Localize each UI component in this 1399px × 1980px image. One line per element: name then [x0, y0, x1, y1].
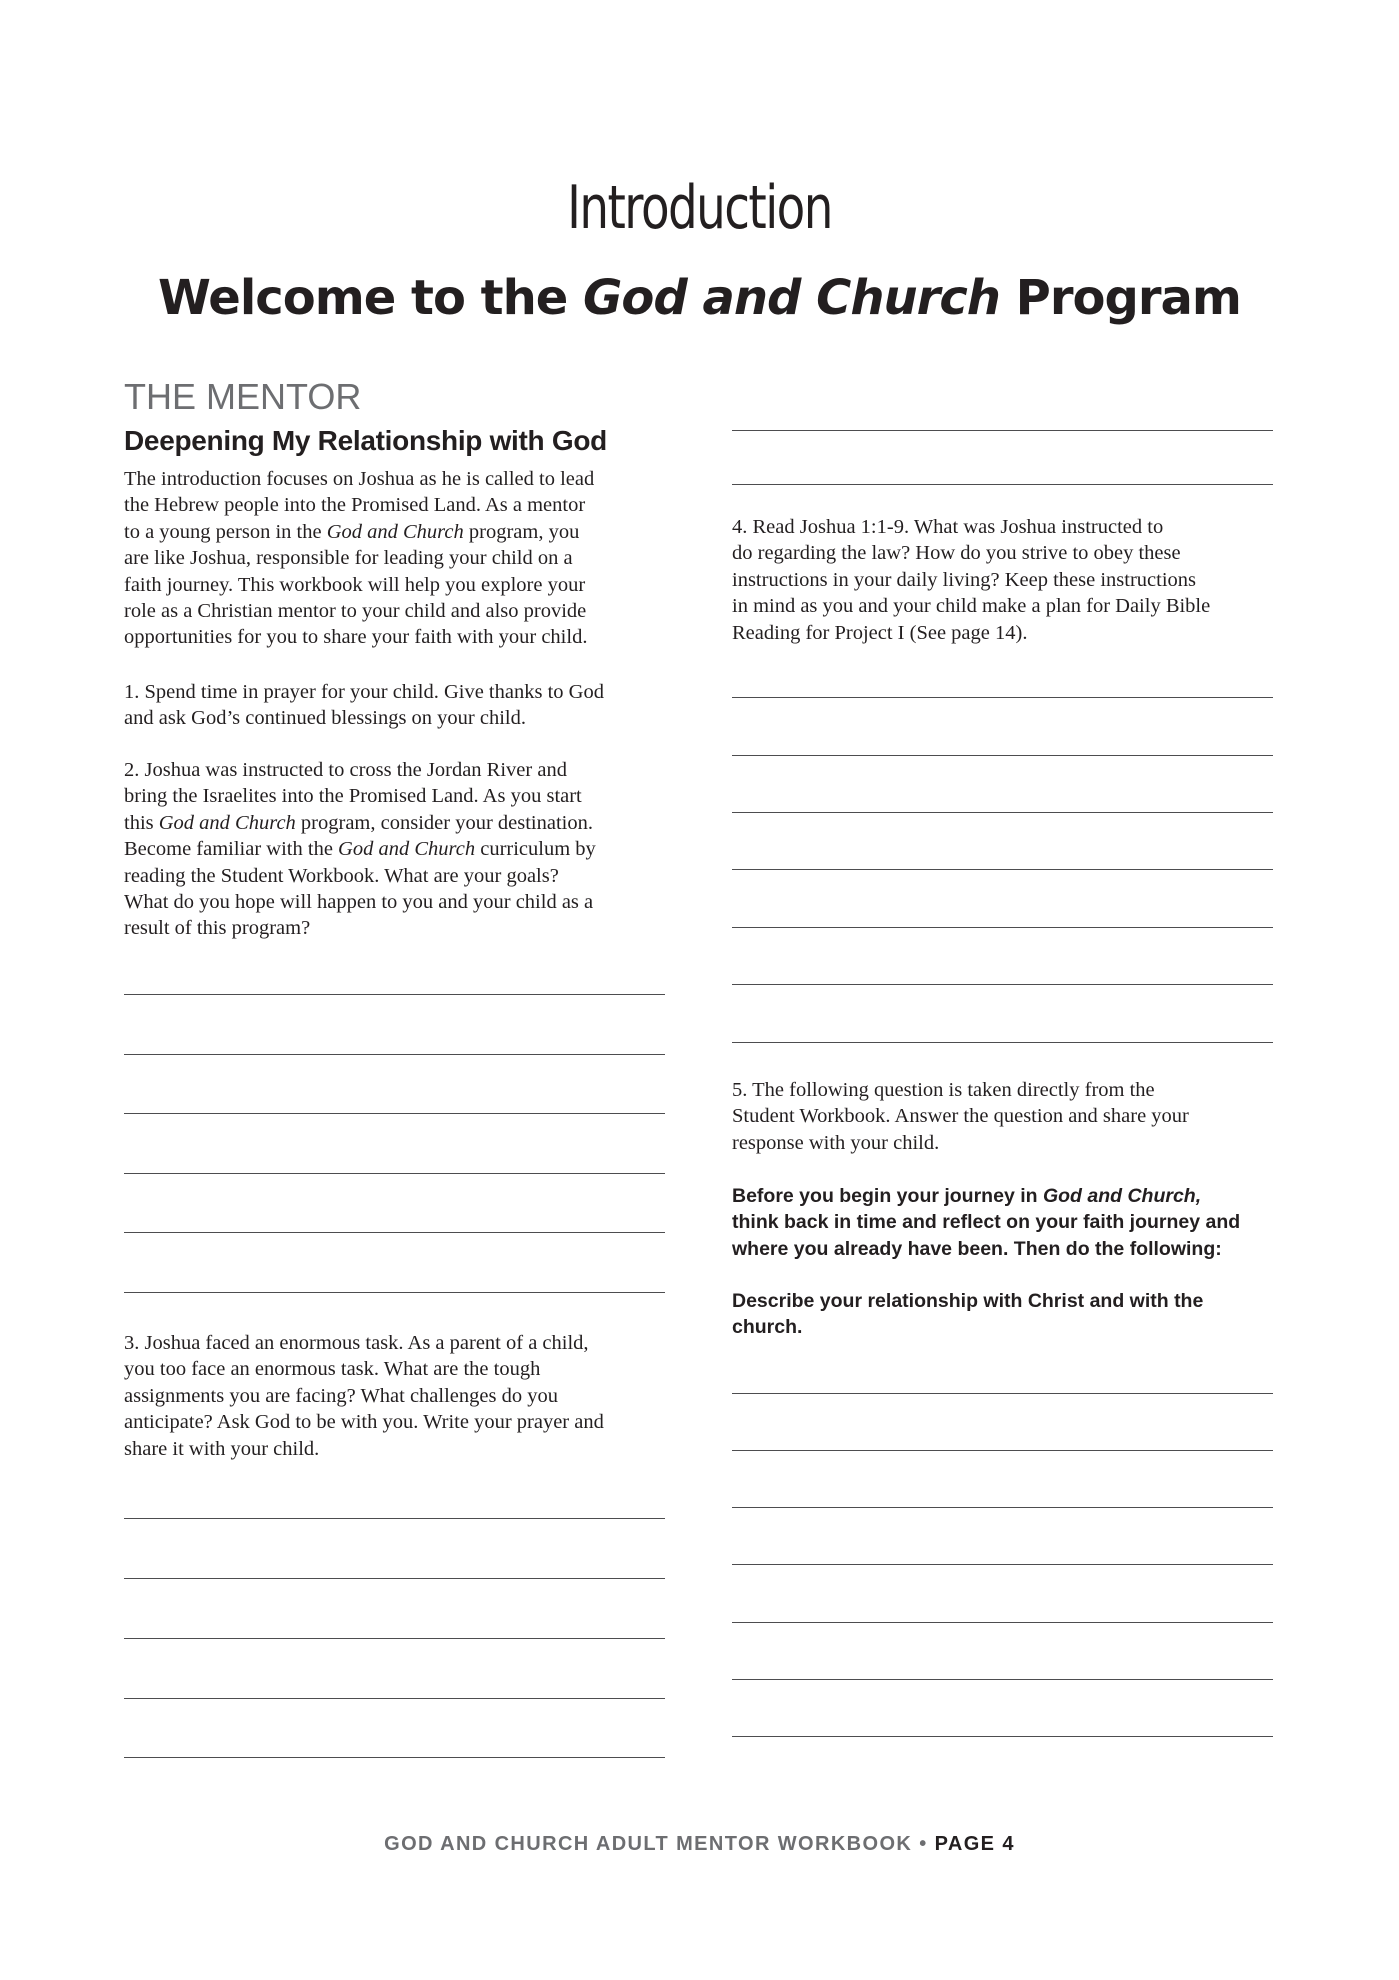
answer-line[interactable] — [732, 927, 1273, 928]
text-segment: What do you hope will happen to you and your child as a — [124, 891, 594, 914]
text-line — [124, 624, 594, 650]
text-segment: 3. Joshua faced an enormous task. As a parent of a child, — [124, 1332, 589, 1354]
text-line — [732, 1314, 1203, 1340]
text-line — [124, 679, 604, 705]
text-line — [124, 1436, 604, 1462]
page-title: Introduction — [567, 173, 832, 243]
text-segment: bring the Israelites into the Promised Land. As you start — [124, 785, 582, 808]
subtitle-lead: Welcome to the — [158, 270, 584, 326]
text-segment: are like Joshua, responsible for leading your child on a — [124, 547, 573, 570]
text-line — [732, 1130, 1189, 1156]
question-3 — [124, 1330, 604, 1462]
text-line — [732, 593, 1210, 619]
text-segment: this — [124, 811, 159, 834]
text-line — [732, 1103, 1189, 1129]
answer-line[interactable] — [124, 1638, 665, 1639]
text-segment: where you already have been. Then do the following: — [732, 1237, 1222, 1260]
answer-line[interactable] — [732, 1507, 1273, 1508]
text-line — [732, 567, 1210, 593]
text-line — [732, 620, 1210, 646]
text-line — [124, 1330, 604, 1356]
text-segment: Reading for Project I (See page 14). — [732, 621, 1028, 644]
question-5-prompt — [732, 1288, 1203, 1341]
question-1 — [124, 679, 604, 732]
text-segment: reading the Student Workbook. What are your goals? — [124, 864, 559, 887]
text-line — [124, 1409, 604, 1435]
text-line — [732, 514, 1210, 540]
answer-line[interactable] — [732, 1450, 1273, 1451]
text-segment: share it with your child. — [124, 1437, 320, 1460]
text-segment: Student Workbook. Answer the question and share your — [732, 1105, 1189, 1128]
text-line — [124, 1356, 604, 1382]
text-line — [124, 519, 594, 545]
text-segment: instructions in your daily living? Keep these instructions — [732, 568, 1197, 591]
text-line — [732, 1183, 1240, 1209]
answer-line[interactable] — [124, 1232, 665, 1233]
answer-line[interactable] — [124, 1054, 665, 1055]
text-segment: Before you begin your journey in — [732, 1185, 1043, 1207]
text-line — [732, 1236, 1240, 1262]
text-segment: in mind as you and your child make a plan for Daily Bible — [732, 595, 1211, 618]
text-line — [732, 540, 1210, 566]
text-line — [124, 705, 604, 731]
text-line — [124, 915, 596, 941]
italic-text: God and Church — [158, 811, 296, 834]
subtitle-tail: Program — [999, 270, 1241, 326]
text-segment: Become familiar with the — [124, 838, 339, 861]
answer-line[interactable] — [124, 994, 665, 995]
answer-line[interactable] — [124, 1173, 665, 1174]
text-line — [732, 1077, 1189, 1103]
text-segment: 5. The following question is taken directly from the — [732, 1079, 1155, 1101]
text-segment: you too face an enormous task. What are the tough — [124, 1358, 541, 1381]
text-segment: The introduction focuses on Joshua as he is called to lead — [124, 468, 595, 490]
answer-line[interactable] — [732, 755, 1273, 756]
text-segment: 4. Read Joshua 1:1-9. What was Joshua instructed to — [732, 516, 1164, 538]
text-segment: think back in time and reflect on your faith journey and — [732, 1211, 1241, 1234]
answer-line[interactable] — [732, 812, 1273, 813]
question-4 — [732, 514, 1210, 646]
section-heading: THE MENTOR — [124, 376, 362, 417]
text-line — [124, 836, 596, 862]
answer-line[interactable] — [732, 1393, 1273, 1394]
italic-text: God and Church — [326, 520, 464, 543]
answer-line[interactable] — [732, 484, 1273, 485]
answer-line[interactable] — [124, 1698, 665, 1699]
text-line — [124, 783, 596, 809]
answer-line[interactable] — [124, 1113, 665, 1114]
answer-line[interactable] — [124, 1292, 665, 1293]
answer-line[interactable] — [124, 1757, 665, 1758]
text-segment: response with your child. — [732, 1131, 940, 1154]
text-segment: 1. Spend time in prayer for your child. Give thanks to God — [124, 681, 604, 703]
text-line — [124, 572, 594, 598]
footer-page-number: PAGE 4 — [934, 1833, 1015, 1855]
answer-line[interactable] — [732, 984, 1273, 985]
text-line — [124, 466, 594, 492]
answer-line[interactable] — [732, 1622, 1273, 1623]
answer-line[interactable] — [732, 1042, 1273, 1043]
text-segment: and ask God’s continued blessings on your child. — [124, 707, 526, 730]
page-subtitle — [0, 270, 1399, 326]
text-line — [124, 1383, 604, 1409]
text-segment: assignments you are facing? What challenges do you — [124, 1384, 558, 1407]
answer-line[interactable] — [732, 1736, 1273, 1737]
text-segment: the Hebrew people into the Promised Land. As a mentor — [124, 494, 586, 517]
text-line — [124, 598, 594, 624]
text-segment: anticipate? Ask God to be with you. Write your prayer and — [124, 1411, 604, 1434]
answer-line[interactable] — [732, 1564, 1273, 1565]
text-segment: 2. Joshua was instructed to cross the Jordan River and — [124, 759, 567, 781]
text-segment: opportunities for you to share your faith with your child. — [124, 626, 588, 649]
answer-line[interactable] — [732, 697, 1273, 698]
question-5-instruction — [732, 1183, 1240, 1262]
answer-line[interactable] — [732, 430, 1273, 431]
text-segment: program, consider your destination. — [295, 811, 593, 834]
text-line — [124, 863, 596, 889]
text-segment: to a young person in the — [124, 520, 327, 543]
text-line — [124, 810, 596, 836]
subtitle-program-name: God and Church — [583, 270, 1000, 326]
section-subheading: Deepening My Relationship with God — [124, 425, 607, 456]
text-line — [732, 1209, 1240, 1235]
text-segment: role as a Christian mentor to your child and also provide — [124, 600, 587, 623]
question-5 — [732, 1077, 1189, 1156]
question-2 — [124, 757, 596, 942]
text-segment: church. — [732, 1316, 803, 1339]
text-line — [124, 757, 596, 783]
italic-text: God and Church — [338, 838, 476, 861]
answer-line[interactable] — [732, 1679, 1273, 1680]
intro-paragraph — [124, 466, 594, 651]
text-line — [124, 545, 594, 571]
text-segment: faith journey. This workbook will help you explore your — [124, 573, 586, 596]
page-footer — [0, 1833, 1399, 1856]
answer-line[interactable] — [124, 1578, 665, 1579]
answer-line[interactable] — [124, 1518, 665, 1519]
answer-line[interactable] — [732, 869, 1273, 870]
footer-workbook-title: GOD AND CHURCH ADULT MENTOR WORKBOOK • — [384, 1833, 935, 1855]
text-segment: program, you — [463, 520, 580, 543]
text-segment: do regarding the law? How do you strive to obey these — [732, 542, 1181, 565]
text-segment: result of this program? — [124, 917, 311, 940]
text-line — [732, 1288, 1203, 1314]
text-line — [124, 492, 594, 518]
text-segment: Describe your relationship with Christ and with the — [732, 1290, 1204, 1312]
text-segment: curriculum by — [475, 838, 596, 861]
italic-text: God and Church, — [1042, 1185, 1202, 1207]
text-line — [124, 889, 596, 915]
